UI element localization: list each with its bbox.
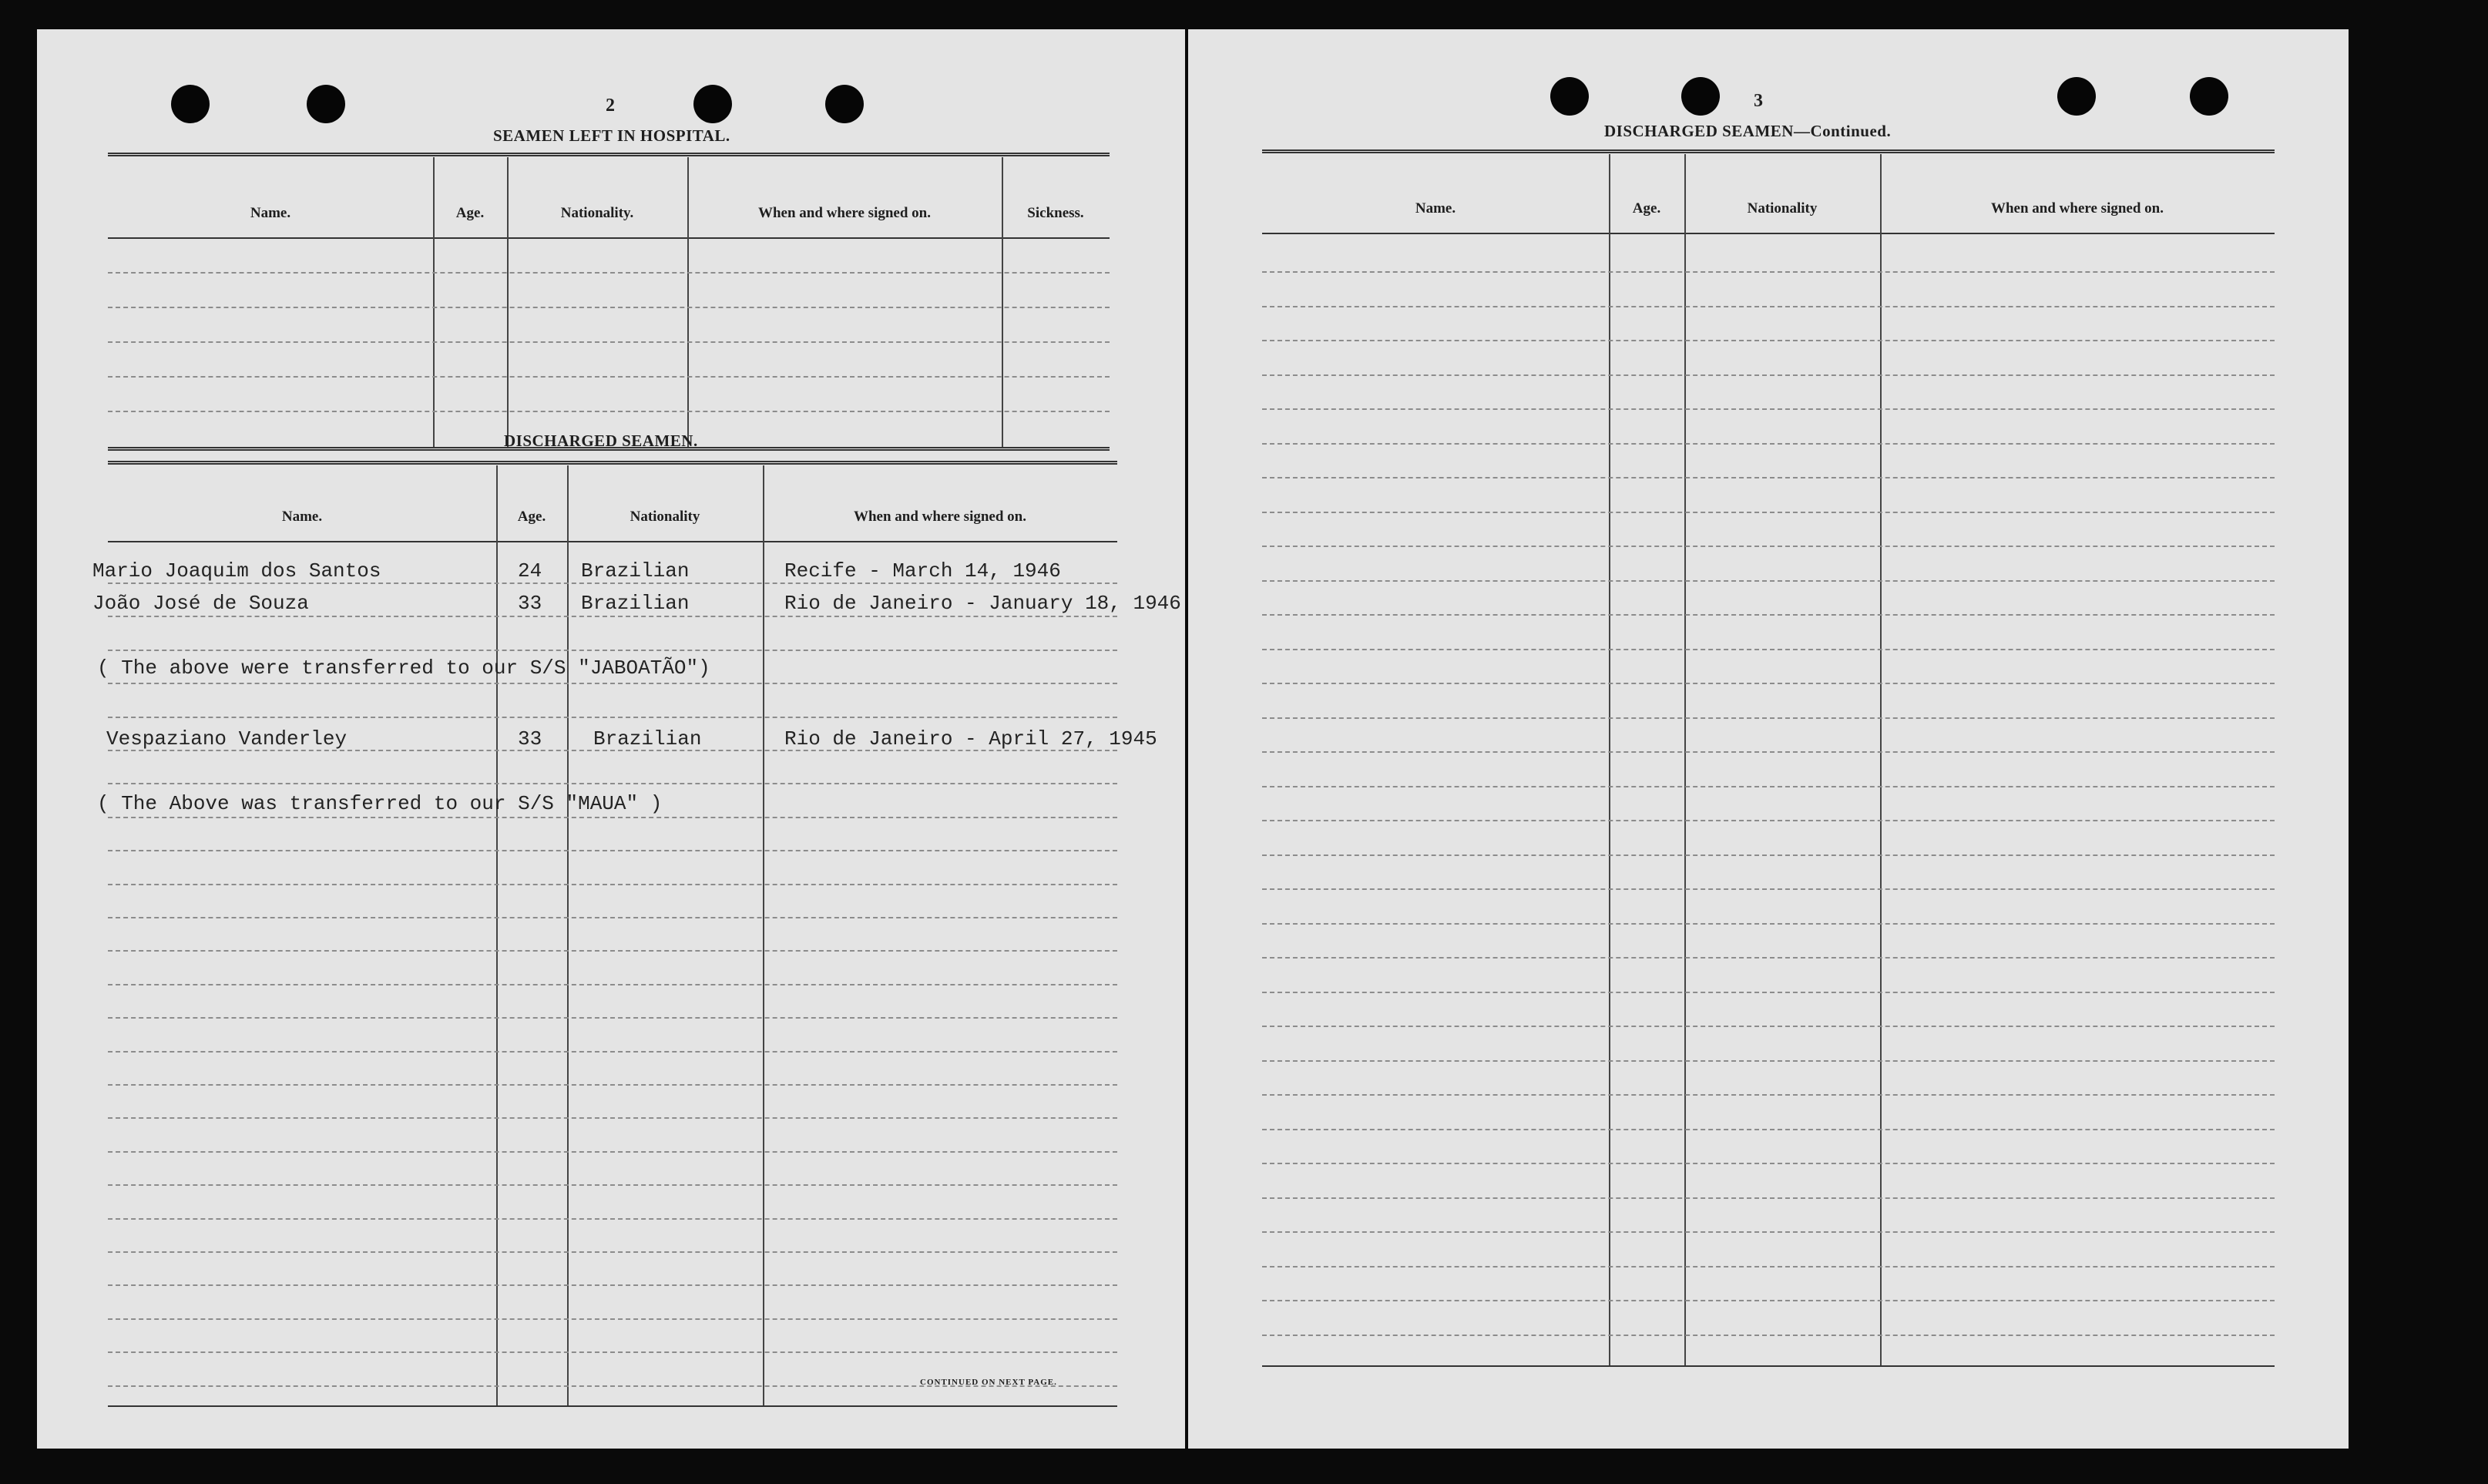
ruled-line [1262,546,2275,547]
punch-hole [171,85,210,123]
ruled-line [108,1117,1117,1119]
continued-header-name: Name. [1415,200,1456,217]
ruled-line [1262,820,2275,821]
entry-name: Vespaziano Vanderley [106,727,348,750]
ruled-line [108,783,1117,784]
ruled-line [108,616,1117,617]
entry-age: 24 [518,559,542,583]
ruled-line [108,917,1117,918]
continued-header-signed-on: When and where signed on. [1990,200,2164,217]
hospital-section-title: SEAMEN LEFT IN HOSPITAL. [493,126,730,145]
ruled-line [1262,786,2275,787]
entry-nationality: Brazilian [581,559,690,583]
ruled-line [1262,1026,2275,1027]
ruled-line [1262,1335,2275,1336]
ruled-line [108,1351,1117,1353]
ruled-line [108,583,1117,584]
discharged-header-signed-on: When and where signed on. [853,509,1026,525]
ruled-line [1262,1300,2275,1301]
ruled-line [108,1251,1117,1253]
entry-signed-on: Rio de Janeiro - January 18, 1946 [784,592,1181,615]
hospital-header-nationality: Nationality. [560,205,634,221]
ruled-line [108,817,1117,818]
ruled-line [1262,580,2275,582]
transfer-note: ( The above were transferred to our S/S "JABOATÃO") [97,656,710,680]
ruled-line [108,850,1117,851]
ruled-line [108,984,1117,985]
discharged-header-name: Name. [281,509,323,525]
ruled-line [1262,683,2275,684]
discharged-continued-table [1262,149,2275,1402]
discharged-header-age: Age. [517,509,546,525]
page-3 [1188,29,2349,1449]
ruled-line [1262,649,2275,650]
ruled-line [1262,512,2275,513]
punch-hole [307,85,345,123]
ruled-line [1262,1163,2275,1164]
entry-age: 33 [518,727,542,750]
ruled-line [1262,340,2275,341]
ruled-line [1262,614,2275,616]
ruled-line [1262,1060,2275,1062]
hospital-header-sickness: Sickness. [1027,205,1084,221]
continued-footer: CONTINUED ON NEXT PAGE. [920,1378,1057,1387]
ruled-line [108,683,1117,684]
ruled-line [1262,854,2275,856]
continued-header-age: Age. [1632,200,1661,217]
discharged-header-nationality: Nationality [630,509,700,525]
entry-name: João José de Souza [92,592,309,615]
continued-header-nationality: Nationality [1747,200,1818,217]
punch-hole [2190,77,2228,116]
page-number: 2 [606,96,615,116]
ruled-line [1262,1094,2275,1096]
entry-age: 33 [518,592,542,615]
ruled-line [108,950,1117,952]
entry-name: Mario Joaquim dos Santos [92,559,381,583]
ruled-line [1262,1266,2275,1267]
ruled-line [1262,923,2275,925]
ruled-line [1262,992,2275,993]
ruled-line [1262,1197,2275,1199]
hospital-header-signed-on: When and where signed on. [757,205,931,221]
ruled-line [1262,1231,2275,1233]
ruled-line [108,1184,1117,1186]
ruled-line [1262,751,2275,753]
entry-signed-on: Rio de Janeiro - April 27, 1945 [784,727,1157,750]
ruled-line [1262,443,2275,445]
ruled-line [1262,477,2275,478]
transfer-note: ( The Above was transferred to our S/S "MAUA" ) [97,792,663,815]
ruled-line [108,1051,1117,1053]
discharged-section-title: DISCHARGED SEAMEN. [504,431,698,450]
ruled-line [108,1017,1117,1019]
hospital-table [108,153,1110,457]
ruled-line [108,1151,1117,1153]
ruled-line [108,1218,1117,1220]
ruled-line [108,1284,1117,1286]
punch-hole [1681,77,1720,116]
continued-section-title: DISCHARGED SEAMEN—Continued. [1604,122,1892,140]
ruled-line [1262,888,2275,890]
entry-signed-on: Recife - March 14, 1946 [784,559,1061,583]
ruled-line [108,884,1117,885]
hospital-header-age: Age. [455,205,485,221]
ruled-line [108,1318,1117,1320]
ruled-line [1262,306,2275,307]
ruled-line [1262,271,2275,273]
page-2 [37,29,1185,1449]
ruled-line [1262,408,2275,410]
ruled-line [108,650,1117,651]
punch-hole [693,85,732,123]
ruled-line [1262,957,2275,959]
page-number: 3 [1754,91,1763,111]
ruled-line [1262,374,2275,376]
discharged-table [92,461,1181,1416]
entry-nationality: Brazilian [593,727,702,750]
ruled-line [108,717,1117,718]
punch-hole [1550,77,1589,116]
entry-nationality: Brazilian [581,592,690,615]
punch-hole [825,85,864,123]
punch-hole [2057,77,2096,116]
ruled-line [1262,1129,2275,1130]
ruled-line [108,1084,1117,1086]
ruled-line [1262,717,2275,719]
hospital-header-name: Name. [250,205,291,221]
